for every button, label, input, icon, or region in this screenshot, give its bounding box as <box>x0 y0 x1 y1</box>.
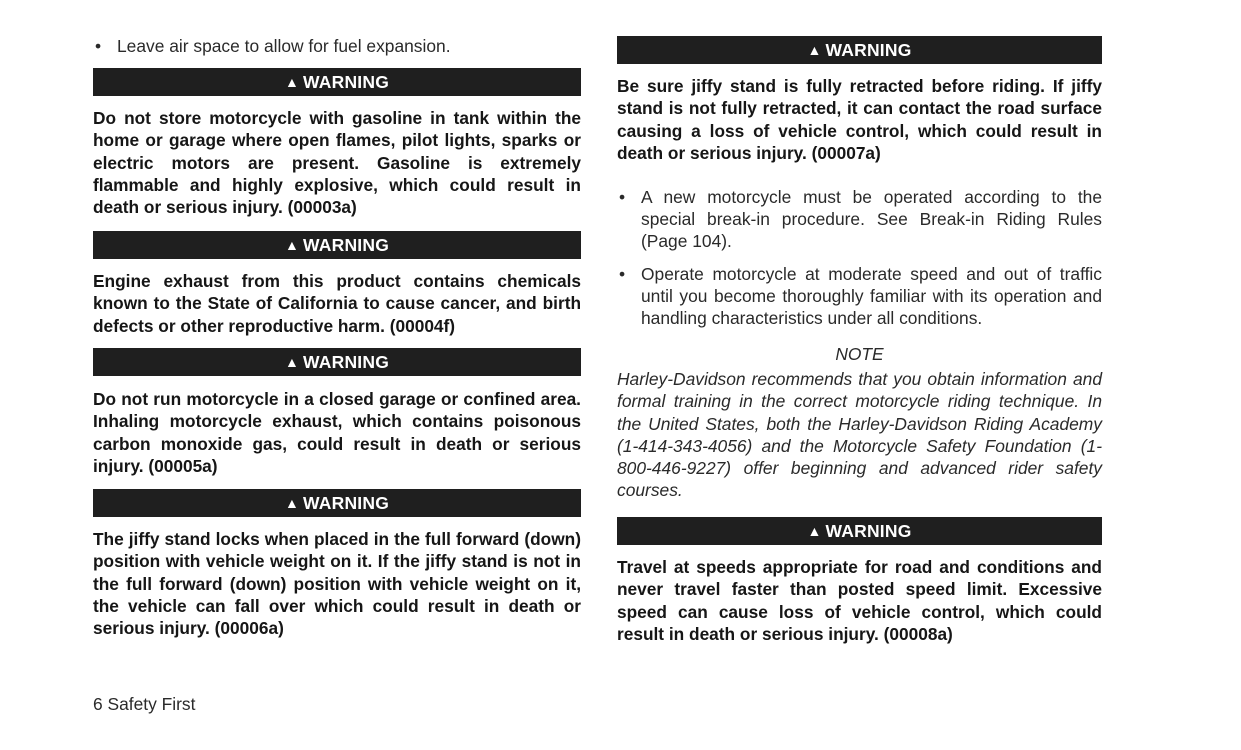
warning-banner <box>93 489 581 517</box>
warning-label: WARNING <box>303 493 390 513</box>
warning-text-00006a: The jiffy stand locks when placed in the full forward (down) position with vehicle weight on it. If the jiffy stand is not in the full forward (down) position with vehicle weight on it, the vehicle can fall over which could result in death or serious injury. (00006a) <box>93 529 581 639</box>
note-text: Harley-Davidson recommends that you obtain information and formal training in the correct motorcycle riding technique. In the United States, both the Harley-Davidson Riding Academy (1-414-343-4056) and the Motorcycle Safety Foundation (1-800-446-9227) offer beginning and advanced rider safety courses. <box>617 369 1102 501</box>
warning-label: WARNING <box>303 72 390 92</box>
warning-text-00003a: Do not store motorcycle with gasoline in tank within the home or garage where open flames, pilot lights, sparks or electric motors are present. Gasoline is extremely flammable and highly explosive, which could result in death or serious injury. (00003a) <box>93 108 581 218</box>
bullet-dot: • <box>95 36 102 56</box>
warning-triangle-icon: ▲ <box>807 42 822 58</box>
warning-label: WARNING <box>303 235 390 255</box>
bullet-text: Leave air space to allow for fuel expansion. <box>117 36 451 56</box>
warning-label: WARNING <box>825 40 912 60</box>
bullet-break-in <box>617 186 1102 252</box>
page-footer: 6 Safety First <box>93 694 196 714</box>
warning-triangle-icon: ▲ <box>807 523 822 539</box>
warning-triangle-icon: ▲ <box>284 237 300 253</box>
warning-text-00005a: Do not run motorcycle in a closed garage or confined area. Inhaling motorcycle exhaust, which contains poisonous carbon monoxide gas, could result in death or serious injury. (00005a) <box>93 389 581 476</box>
warning-banner <box>93 348 581 376</box>
bullet-text: Operate motorcycle at moderate speed and out of traffic until you become thoroughly familiar with its operation and handling characteristics under all conditions. <box>641 264 1102 328</box>
warning-triangle-icon: ▲ <box>284 495 300 511</box>
note-title: NOTE <box>835 344 884 364</box>
warning-text-00008a: Travel at speeds appropriate for road and conditions and never travel faster than posted speed limit. Excessive speed can cause loss of vehicle control, which could result in death or serious injury. (00008a) <box>617 557 1102 644</box>
warning-triangle-icon: ▲ <box>284 354 300 370</box>
bullet-moderate-speed <box>617 263 1102 329</box>
bullet-fuel-expansion <box>93 35 581 57</box>
bullet-text: A new motorcycle must be operated according to the special break-in procedure. See Break-in Riding Rules (Page 104). <box>641 187 1102 251</box>
bullet-dot: • <box>619 187 626 207</box>
warning-banner <box>617 517 1102 545</box>
warning-banner <box>617 36 1102 64</box>
bullet-dot: • <box>619 264 626 284</box>
warning-banner <box>93 231 581 259</box>
warning-label: WARNING <box>825 521 912 541</box>
warning-banner <box>93 68 581 96</box>
warning-triangle-icon: ▲ <box>284 74 300 90</box>
warning-text-00004f: Engine exhaust from this product contains chemicals known to the State of California to cause cancer, and birth defects or other reproductive harm. (00004f) <box>93 271 581 336</box>
warning-label: WARNING <box>303 352 390 372</box>
warning-text-00007a: Be sure jiffy stand is fully retracted before riding. If jiffy stand is not fully retracted, it can contact the road surface causing a loss of vehicle control, which could result in death or serious injury. (00007a) <box>617 76 1102 163</box>
